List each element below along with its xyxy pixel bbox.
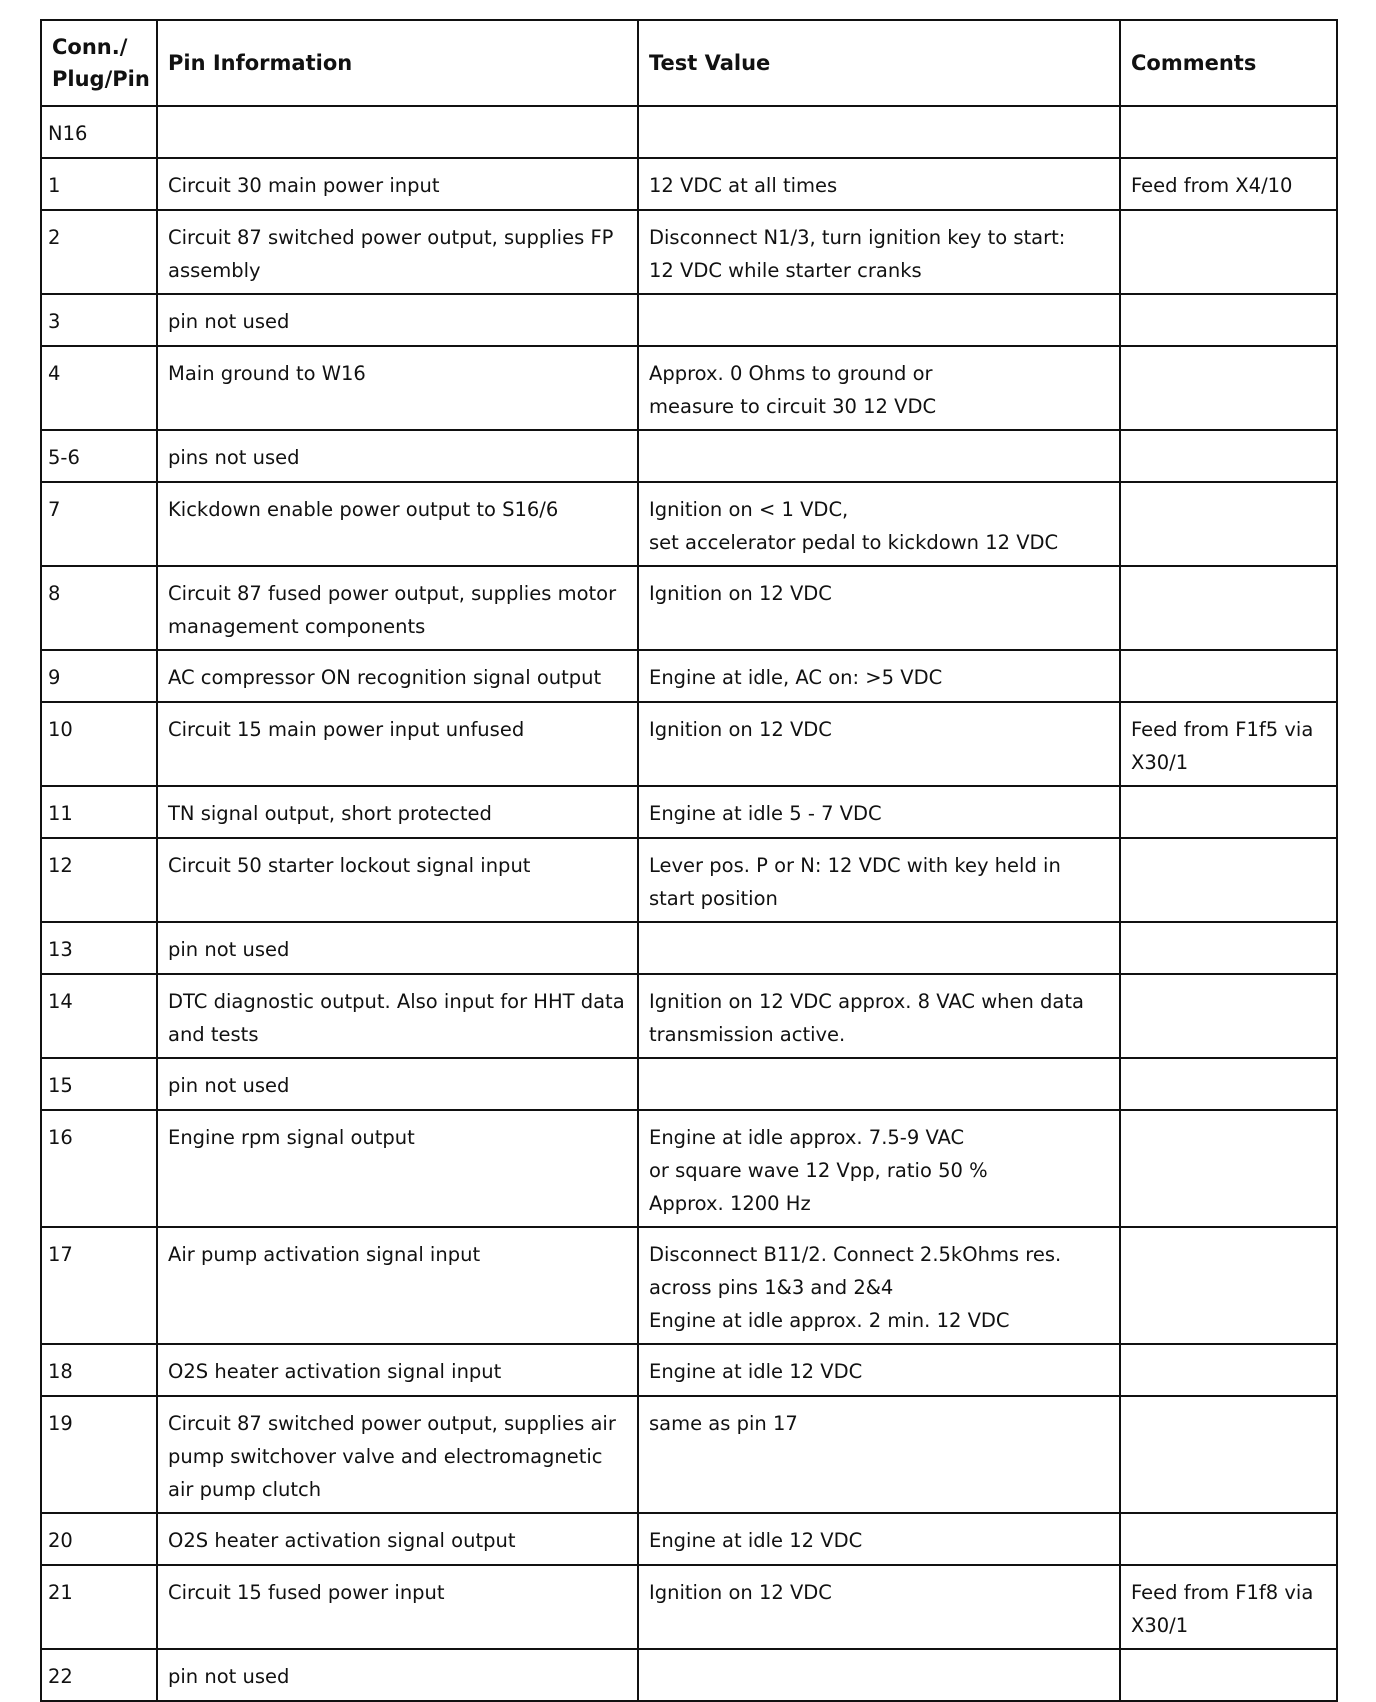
pin-info-cell: TN signal output, short protected (157, 786, 638, 838)
header-row (41, 20, 1337, 106)
pin-info-cell: DTC diagnostic output. Also input for HHT data and tests (157, 974, 638, 1058)
pin-cell: 16 (41, 1110, 157, 1227)
table-row (41, 210, 1337, 294)
table-row (41, 922, 1337, 974)
comments-cell: Feed from X4/10 (1120, 158, 1337, 210)
pin-cell: 21 (41, 1565, 157, 1649)
table-row (41, 158, 1337, 210)
comments-cell (1120, 1110, 1337, 1227)
pin-info-cell: Main ground to W16 (157, 346, 638, 430)
comments-cell: Feed from F1f5 via X30/1 (1120, 702, 1337, 786)
table-row (41, 346, 1337, 430)
test-value-cell: Engine at idle 5 - 7 VDC (638, 786, 1120, 838)
pin-info-cell: Circuit 50 starter lockout signal input (157, 838, 638, 922)
table-header (41, 20, 1337, 106)
pin-cell: 4 (41, 346, 157, 430)
pin-cell: 8 (41, 566, 157, 650)
pin-cell: 11 (41, 786, 157, 838)
pin-info-cell: pin not used (157, 1058, 638, 1110)
pin-cell: 12 (41, 838, 157, 922)
pin-cell: 7 (41, 482, 157, 566)
comments-cell (1120, 974, 1337, 1058)
comments-cell (1120, 482, 1337, 566)
pin-cell: 3 (41, 294, 157, 346)
pin-info-cell: Circuit 87 switched power output, supplies air pump switchover valve and electromagnetic air pump clutch (157, 1396, 638, 1513)
table-body (41, 106, 1337, 1701)
table-row (41, 1649, 1337, 1701)
test-value-cell (638, 106, 1120, 158)
table-row (41, 430, 1337, 482)
comments-cell (1120, 294, 1337, 346)
table-row (41, 1513, 1337, 1565)
comments-cell (1120, 838, 1337, 922)
comments-cell (1120, 106, 1337, 158)
test-value-cell: Disconnect N1/3, turn ignition key to start: 12 VDC while starter cranks (638, 210, 1120, 294)
test-value-cell: Disconnect B11/2. Connect 2.5kOhms res. across pins 1&3 and 2&4 Engine at idle approx. 2 min. 12 VDC (638, 1227, 1120, 1344)
test-value-cell: Lever pos. P or N: 12 VDC with key held in start position (638, 838, 1120, 922)
pin-info-cell: pin not used (157, 922, 638, 974)
pin-info-cell: pins not used (157, 430, 638, 482)
pin-cell: 20 (41, 1513, 157, 1565)
test-value-cell: 12 VDC at all times (638, 158, 1120, 210)
pin-cell: 1 (41, 158, 157, 210)
comments-cell (1120, 650, 1337, 702)
pin-cell: 22 (41, 1649, 157, 1701)
header-pin-information: Pin Information (157, 20, 638, 106)
comments-cell (1120, 210, 1337, 294)
test-value-cell: Engine at idle 12 VDC (638, 1513, 1120, 1565)
comments-cell (1120, 922, 1337, 974)
pin-info-cell: Circuit 87 switched power output, supplies FP assembly (157, 210, 638, 294)
pin-info-cell: O2S heater activation signal input (157, 1344, 638, 1396)
test-value-cell (638, 1649, 1120, 1701)
pin-info-cell: Circuit 30 main power input (157, 158, 638, 210)
pin-cell: 2 (41, 210, 157, 294)
comments-cell (1120, 566, 1337, 650)
pin-info-cell: Circuit 15 fused power input (157, 1565, 638, 1649)
pin-cell: 13 (41, 922, 157, 974)
comments-cell (1120, 786, 1337, 838)
pin-info-cell: pin not used (157, 294, 638, 346)
pin-cell: 15 (41, 1058, 157, 1110)
pin-information-table (40, 19, 1338, 1702)
comments-cell (1120, 1058, 1337, 1110)
pin-info-cell: Circuit 87 fused power output, supplies motor management components (157, 566, 638, 650)
table-row (41, 1110, 1337, 1227)
pin-info-cell: Circuit 15 main power input unfused (157, 702, 638, 786)
test-value-cell: same as pin 17 (638, 1396, 1120, 1513)
pin-cell: 5-6 (41, 430, 157, 482)
pin-cell: 9 (41, 650, 157, 702)
test-value-cell: Engine at idle, AC on: >5 VDC (638, 650, 1120, 702)
test-value-cell (638, 294, 1120, 346)
table-row (41, 702, 1337, 786)
test-value-cell: Ignition on 12 VDC (638, 1565, 1120, 1649)
table-row (41, 1227, 1337, 1344)
test-value-cell (638, 922, 1120, 974)
pin-info-cell: Kickdown enable power output to S16/6 (157, 482, 638, 566)
pin-cell: 18 (41, 1344, 157, 1396)
pin-info-cell: Air pump activation signal input (157, 1227, 638, 1344)
table-row (41, 1344, 1337, 1396)
comments-cell (1120, 430, 1337, 482)
table-row (41, 566, 1337, 650)
comments-cell (1120, 346, 1337, 430)
test-value-cell: Ignition on 12 VDC (638, 566, 1120, 650)
test-value-cell: Engine at idle 12 VDC (638, 1344, 1120, 1396)
pin-cell: 17 (41, 1227, 157, 1344)
pin-info-cell: AC compressor ON recognition signal output (157, 650, 638, 702)
test-value-cell (638, 430, 1120, 482)
pin-info-cell: Engine rpm signal output (157, 1110, 638, 1227)
table-row (41, 1396, 1337, 1513)
table-row (41, 294, 1337, 346)
test-value-cell: Engine at idle approx. 7.5-9 VAC or square wave 12 Vpp, ratio 50 % Approx. 1200 Hz (638, 1110, 1120, 1227)
test-value-cell: Approx. 0 Ohms to ground or measure to circuit 30 12 VDC (638, 346, 1120, 430)
comments-cell (1120, 1227, 1337, 1344)
table-row (41, 1058, 1337, 1110)
pin-info-cell (157, 106, 638, 158)
header-test-value: Test Value (638, 20, 1120, 106)
comments-cell (1120, 1344, 1337, 1396)
table-row (41, 974, 1337, 1058)
pin-cell: 10 (41, 702, 157, 786)
table-row (41, 106, 1337, 158)
test-value-cell: Ignition on < 1 VDC, set accelerator pedal to kickdown 12 VDC (638, 482, 1120, 566)
comments-cell (1120, 1513, 1337, 1565)
table-row (41, 482, 1337, 566)
table-row (41, 1565, 1337, 1649)
table-row (41, 650, 1337, 702)
test-value-cell: Ignition on 12 VDC (638, 702, 1120, 786)
table-row (41, 786, 1337, 838)
pin-info-cell: pin not used (157, 1649, 638, 1701)
test-value-cell: Ignition on 12 VDC approx. 8 VAC when data transmission active. (638, 974, 1120, 1058)
header-conn-plug-pin: Conn./ Plug/Pin (41, 20, 157, 106)
test-value-cell (638, 1058, 1120, 1110)
comments-cell: Feed from F1f8 via X30/1 (1120, 1565, 1337, 1649)
pin-info-cell: O2S heater activation signal output (157, 1513, 638, 1565)
header-comments: Comments (1120, 20, 1337, 106)
comments-cell (1120, 1396, 1337, 1513)
pin-cell: 19 (41, 1396, 157, 1513)
pin-cell: N16 (41, 106, 157, 158)
table-row (41, 838, 1337, 922)
pin-cell: 14 (41, 974, 157, 1058)
comments-cell (1120, 1649, 1337, 1701)
